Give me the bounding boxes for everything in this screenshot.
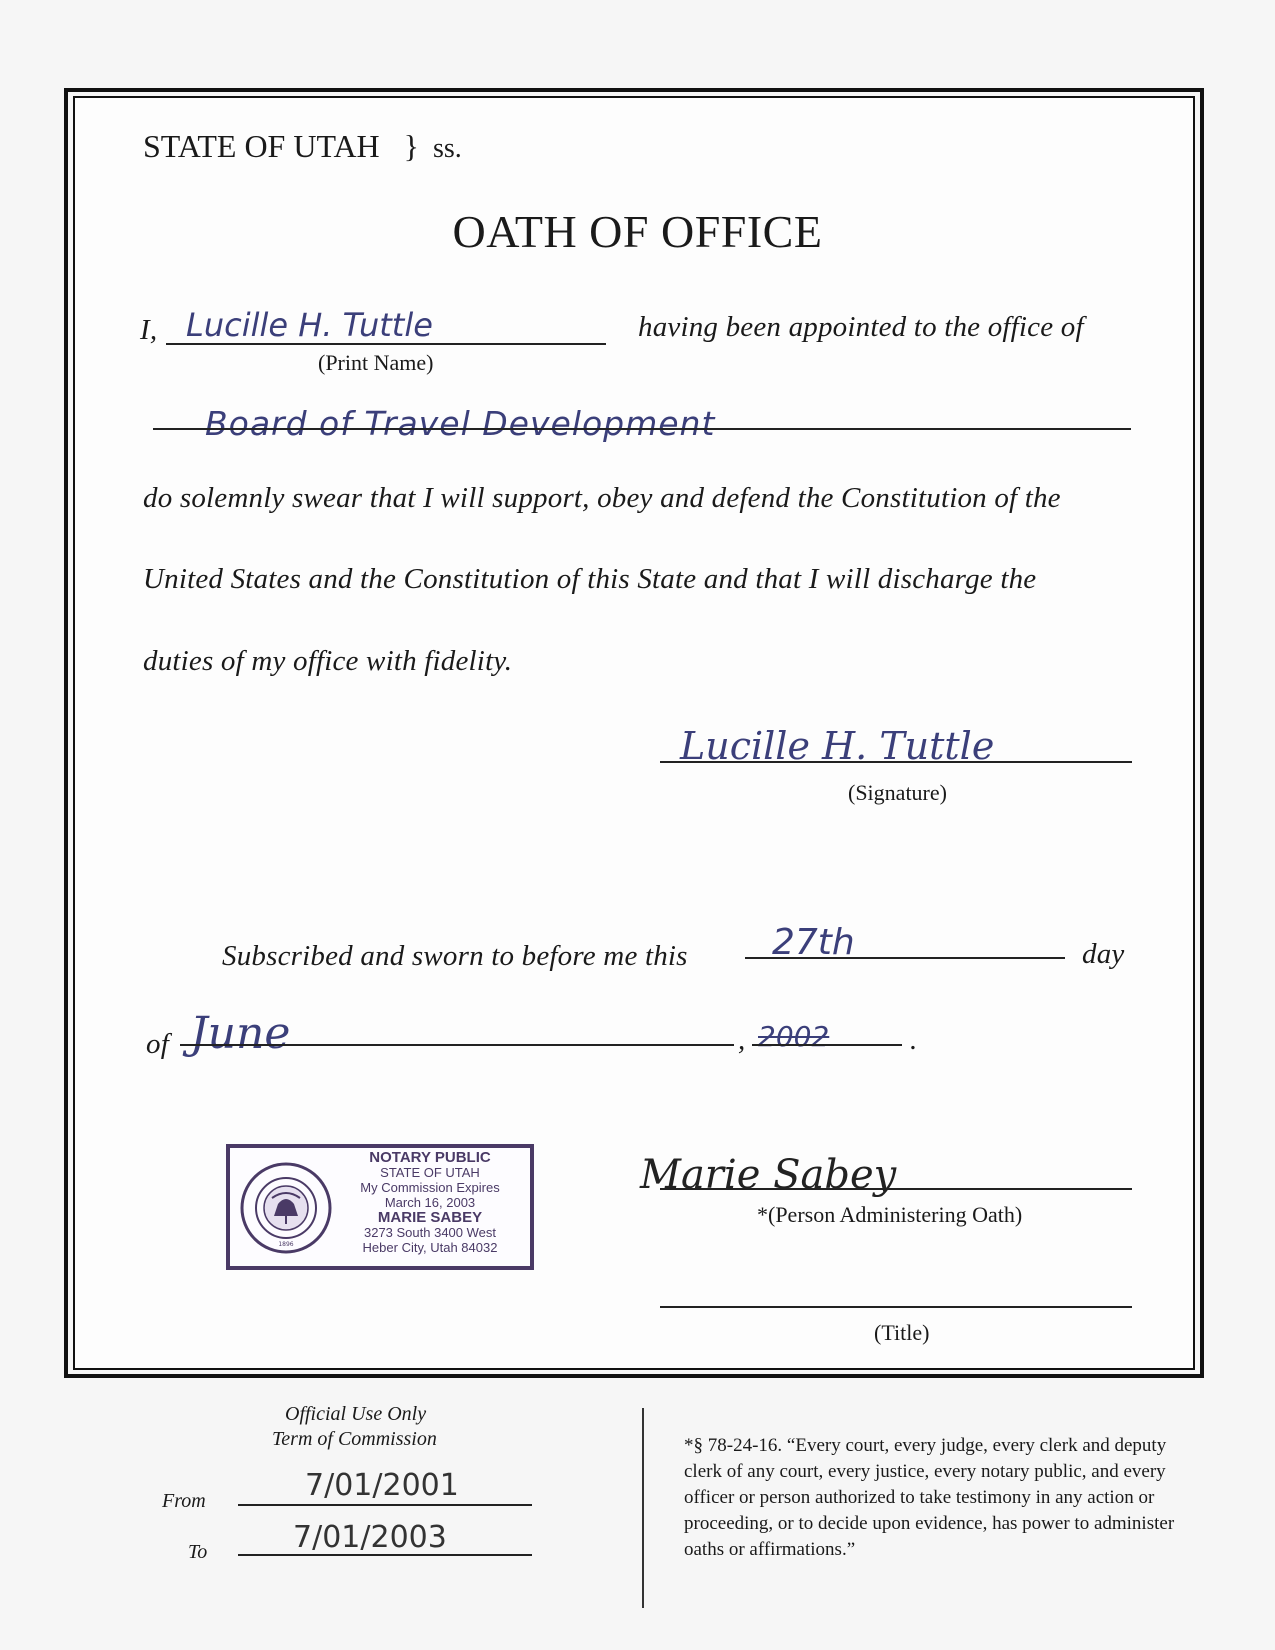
signature-value: Lucille H. Tuttle: [680, 724, 995, 768]
print-name-line: [166, 343, 606, 345]
vertical-divider: [642, 1408, 644, 1608]
i-prefix: I,: [140, 314, 158, 346]
administering-label: *(Person Administering Oath): [757, 1202, 1023, 1227]
document-title: OATH OF OFFICE: [452, 206, 823, 257]
state-seal-icon: [238, 1160, 334, 1256]
stamp-line-3: My Commission Expires: [360, 1180, 500, 1195]
signature-label: (Signature): [848, 780, 947, 805]
from-value: 7/01/2001: [305, 1468, 459, 1503]
stamp-line-1: NOTARY PUBLIC: [369, 1149, 491, 1166]
official-use-heading: Official Use Only: [285, 1403, 427, 1425]
of-label: of: [146, 1028, 169, 1060]
brace: }: [403, 128, 420, 164]
administering-signature: Marie Sabey: [640, 1152, 897, 1198]
subscribed-text: Subscribed and sworn to before me this: [222, 940, 688, 972]
statute-footnote: *§ 78-24-16. “Every court, every judge, every clerk and deputy clerk of any court, every justice, every notary public, and every officer or person authorized to take testimony in any action or proceeding, or to decide upon evidence, has power to administer oaths or affirmations.”: [684, 1435, 1175, 1560]
term-heading: Term of Commission: [272, 1428, 437, 1450]
stamp-line-4: March 16, 2003: [384, 1195, 476, 1210]
signature-line: [660, 761, 1132, 763]
month-value: June: [190, 1008, 291, 1059]
year-line: [752, 1044, 902, 1046]
print-name-label: (Print Name): [318, 350, 434, 375]
title-line: [660, 1306, 1132, 1308]
comma: ,: [738, 1024, 746, 1056]
state-name: STATE OF UTAH: [143, 128, 380, 164]
day-label: day: [1082, 938, 1125, 970]
administering-line: [660, 1188, 1132, 1190]
state-heading: [143, 128, 462, 165]
office-value: Board of Travel Development: [205, 404, 716, 443]
stamp-line-2: STATE OF UTAH: [380, 1165, 480, 1180]
from-label: From: [162, 1490, 206, 1512]
to-line: [238, 1554, 532, 1556]
stamp-line-5: MARIE SABEY: [377, 1209, 483, 1226]
to-label: To: [188, 1541, 208, 1563]
stamp-line-6: 3273 South 3400 West: [363, 1225, 497, 1240]
title-label: (Title): [874, 1320, 930, 1345]
period: .: [910, 1024, 918, 1056]
oath-body-line-3: duties of my office with fidelity.: [143, 645, 513, 677]
print-name-value: Lucille H. Tuttle: [186, 306, 433, 344]
to-value: 7/01/2003: [293, 1520, 447, 1555]
day-value: 27th: [772, 922, 855, 963]
stamp-text: [330, 1150, 530, 1255]
from-line: [238, 1504, 532, 1506]
seal-year: 1896: [278, 1241, 294, 1248]
appointed-text: having been appointed to the office of: [638, 311, 1084, 343]
notary-stamp: [226, 1144, 534, 1270]
stamp-line-7: Heber City, Utah 84032: [362, 1240, 498, 1255]
day-line: [745, 957, 1065, 959]
oath-body-line-1: do solemnly swear that I will support, obey and defend the Constitution of the: [143, 482, 1061, 514]
year-value: 2002: [758, 1020, 830, 1053]
oath-body-line-2: United States and the Constitution of this State and that I will discharge the: [143, 563, 1037, 595]
office-line: [153, 428, 1131, 430]
month-line: [180, 1044, 734, 1046]
ss-label: ss.: [433, 133, 462, 164]
